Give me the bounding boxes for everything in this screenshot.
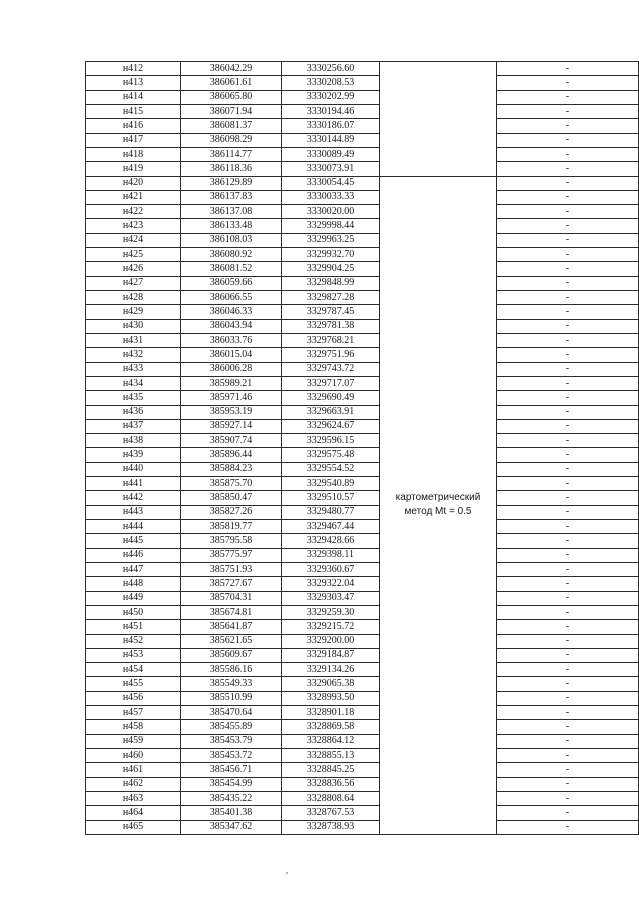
coordinates-table — [85, 61, 639, 835]
x-coordinate-cell: 385453.79 — [181, 734, 282, 748]
table-row — [86, 591, 639, 605]
table-row — [86, 291, 639, 305]
point-name-cell: н428 — [86, 291, 181, 305]
point-name-cell: н457 — [86, 706, 181, 720]
point-name-cell: н450 — [86, 605, 181, 619]
point-name-cell: н456 — [86, 691, 181, 705]
error-cell: - — [497, 634, 639, 648]
error-cell: - — [497, 376, 639, 390]
point-name-cell: н416 — [86, 119, 181, 133]
y-coordinate-cell: 3329215.72 — [282, 620, 380, 634]
x-coordinate-cell: 385971.46 — [181, 391, 282, 405]
table-row — [86, 333, 639, 347]
x-coordinate-cell: 385884.23 — [181, 462, 282, 476]
error-cell: - — [497, 749, 639, 763]
y-coordinate-cell: 3329575.48 — [282, 448, 380, 462]
error-cell: - — [497, 133, 639, 147]
point-name-cell: н431 — [86, 333, 181, 347]
x-coordinate-cell: 385453.72 — [181, 749, 282, 763]
point-name-cell: н420 — [86, 176, 181, 190]
y-coordinate-cell: 3330073.91 — [282, 162, 380, 176]
x-coordinate-cell: 386080.92 — [181, 248, 282, 262]
x-coordinate-cell: 386046.33 — [181, 305, 282, 319]
y-coordinate-cell: 3329540.89 — [282, 477, 380, 491]
x-coordinate-cell: 385470.64 — [181, 706, 282, 720]
error-cell: - — [497, 734, 639, 748]
y-coordinate-cell: 3329134.26 — [282, 663, 380, 677]
error-cell: - — [497, 763, 639, 777]
y-coordinate-cell: 3329554.52 — [282, 462, 380, 476]
table-row — [86, 133, 639, 147]
x-coordinate-cell: 385454.99 — [181, 777, 282, 791]
y-coordinate-cell: 3329360.67 — [282, 562, 380, 576]
y-coordinate-cell: 3329751.96 — [282, 348, 380, 362]
error-cell: - — [497, 505, 639, 519]
error-cell: - — [497, 620, 639, 634]
table-row — [86, 663, 639, 677]
error-cell: - — [497, 677, 639, 691]
error-cell: - — [497, 262, 639, 276]
error-cell: - — [497, 434, 639, 448]
x-coordinate-cell: 386006.28 — [181, 362, 282, 376]
point-name-cell: н441 — [86, 477, 181, 491]
table-row — [86, 362, 639, 376]
table-row — [86, 677, 639, 691]
error-cell: - — [497, 720, 639, 734]
table-row — [86, 634, 639, 648]
error-cell: - — [497, 319, 639, 333]
point-name-cell: н429 — [86, 305, 181, 319]
table-row — [86, 262, 639, 276]
table-row — [86, 706, 639, 720]
x-coordinate-cell: 385455.89 — [181, 720, 282, 734]
error-cell: - — [497, 548, 639, 562]
x-coordinate-cell: 386108.03 — [181, 233, 282, 247]
x-coordinate-cell: 386065.80 — [181, 90, 282, 104]
y-coordinate-cell: 3328901.18 — [282, 706, 380, 720]
error-cell: - — [497, 176, 639, 190]
x-coordinate-cell: 386059.66 — [181, 276, 282, 290]
table-row — [86, 791, 639, 805]
point-name-cell: н427 — [86, 276, 181, 290]
y-coordinate-cell: 3329781.38 — [282, 319, 380, 333]
x-coordinate-cell: 386118.36 — [181, 162, 282, 176]
y-coordinate-cell: 3329184.87 — [282, 648, 380, 662]
y-coordinate-cell: 3329428.66 — [282, 534, 380, 548]
table-row — [86, 548, 639, 562]
point-name-cell: н433 — [86, 362, 181, 376]
point-name-cell: н442 — [86, 491, 181, 505]
error-cell: - — [497, 534, 639, 548]
point-name-cell: н445 — [86, 534, 181, 548]
point-name-cell: н419 — [86, 162, 181, 176]
method-cell — [380, 176, 497, 834]
x-coordinate-cell: 385850.47 — [181, 491, 282, 505]
y-coordinate-cell: 3330202.99 — [282, 90, 380, 104]
point-name-cell: н430 — [86, 319, 181, 333]
y-coordinate-cell: 3329663.91 — [282, 405, 380, 419]
y-coordinate-cell: 3329827.28 — [282, 291, 380, 305]
table-row — [86, 233, 639, 247]
point-name-cell: н455 — [86, 677, 181, 691]
table-row — [86, 276, 639, 290]
point-name-cell: н447 — [86, 562, 181, 576]
table-row — [86, 305, 639, 319]
table-row — [86, 147, 639, 161]
y-coordinate-cell: 3328767.53 — [282, 806, 380, 820]
table-row — [86, 806, 639, 820]
y-coordinate-cell: 3330144.89 — [282, 133, 380, 147]
point-name-cell: н437 — [86, 419, 181, 433]
table-row — [86, 477, 639, 491]
x-coordinate-cell: 385751.93 — [181, 562, 282, 576]
y-coordinate-cell: 3329768.21 — [282, 333, 380, 347]
x-coordinate-cell: 386043.94 — [181, 319, 282, 333]
table-row — [86, 720, 639, 734]
point-name-cell: н454 — [86, 663, 181, 677]
error-cell: - — [497, 248, 639, 262]
error-cell: - — [497, 333, 639, 347]
point-name-cell: н460 — [86, 749, 181, 763]
method-label-line: метод Mt = 0.5 — [404, 506, 472, 518]
error-cell: - — [497, 233, 639, 247]
point-name-cell: н438 — [86, 434, 181, 448]
x-coordinate-cell: 385674.81 — [181, 605, 282, 619]
coordinates-table-body — [86, 62, 639, 835]
x-coordinate-cell: 386033.76 — [181, 333, 282, 347]
error-cell: - — [497, 76, 639, 90]
point-name-cell: н414 — [86, 90, 181, 104]
method-label-line: картометрический — [395, 492, 481, 504]
error-cell: - — [497, 562, 639, 576]
x-coordinate-cell: 385907.74 — [181, 434, 282, 448]
table-row — [86, 434, 639, 448]
y-coordinate-cell: 3328738.93 — [282, 820, 380, 834]
point-name-cell: н444 — [86, 520, 181, 534]
error-cell: - — [497, 90, 639, 104]
x-coordinate-cell: 385989.21 — [181, 376, 282, 390]
table-row — [86, 534, 639, 548]
point-name-cell: н421 — [86, 190, 181, 204]
error-cell: - — [497, 648, 639, 662]
table-row — [86, 176, 639, 190]
x-coordinate-cell: 385727.67 — [181, 577, 282, 591]
y-coordinate-cell: 3330256.60 — [282, 62, 380, 76]
point-name-cell: н449 — [86, 591, 181, 605]
point-name-cell: н435 — [86, 391, 181, 405]
table-row — [86, 405, 639, 419]
y-coordinate-cell: 3329398.11 — [282, 548, 380, 562]
error-cell: - — [497, 362, 639, 376]
y-coordinate-cell: 3329322.04 — [282, 577, 380, 591]
x-coordinate-cell: 385401.38 — [181, 806, 282, 820]
table-row — [86, 520, 639, 534]
error-cell: - — [497, 462, 639, 476]
point-name-cell: н451 — [86, 620, 181, 634]
table-row — [86, 104, 639, 118]
x-coordinate-cell: 385927.14 — [181, 419, 282, 433]
x-coordinate-cell: 385435.22 — [181, 791, 282, 805]
x-coordinate-cell: 386129.89 — [181, 176, 282, 190]
x-coordinate-cell: 385827.26 — [181, 505, 282, 519]
table-row — [86, 749, 639, 763]
y-coordinate-cell: 3328836.56 — [282, 777, 380, 791]
error-cell: - — [497, 104, 639, 118]
table-row — [86, 620, 639, 634]
y-coordinate-cell: 3329717.07 — [282, 376, 380, 390]
y-coordinate-cell: 3328808.64 — [282, 791, 380, 805]
y-coordinate-cell: 3329200.00 — [282, 634, 380, 648]
table-row — [86, 76, 639, 90]
point-name-cell: н434 — [86, 376, 181, 390]
error-cell: - — [497, 791, 639, 805]
error-cell: - — [497, 706, 639, 720]
error-cell: - — [497, 147, 639, 161]
x-coordinate-cell: 386081.52 — [181, 262, 282, 276]
point-name-cell: н436 — [86, 405, 181, 419]
y-coordinate-cell: 3329848.99 — [282, 276, 380, 290]
x-coordinate-cell: 386015.04 — [181, 348, 282, 362]
x-coordinate-cell: 385609.67 — [181, 648, 282, 662]
x-coordinate-cell: 385347.62 — [181, 820, 282, 834]
y-coordinate-cell: 3329259.30 — [282, 605, 380, 619]
table-row — [86, 491, 639, 505]
x-coordinate-cell: 385641.87 — [181, 620, 282, 634]
point-name-cell: н458 — [86, 720, 181, 734]
error-cell: - — [497, 591, 639, 605]
y-coordinate-cell: 3329624.67 — [282, 419, 380, 433]
error-cell: - — [497, 448, 639, 462]
table-row — [86, 348, 639, 362]
point-name-cell: н415 — [86, 104, 181, 118]
point-name-cell: н413 — [86, 76, 181, 90]
point-name-cell: н417 — [86, 133, 181, 147]
table-row — [86, 505, 639, 519]
x-coordinate-cell: 386081.37 — [181, 119, 282, 133]
point-name-cell: н452 — [86, 634, 181, 648]
point-name-cell: н412 — [86, 62, 181, 76]
x-coordinate-cell: 385586.16 — [181, 663, 282, 677]
error-cell: - — [497, 691, 639, 705]
y-coordinate-cell: 3329932.70 — [282, 248, 380, 262]
point-name-cell: н426 — [86, 262, 181, 276]
error-cell: - — [497, 806, 639, 820]
table-row — [86, 62, 639, 76]
method-cell-empty — [380, 62, 497, 177]
error-cell: - — [497, 62, 639, 76]
table-row — [86, 319, 639, 333]
error-cell: - — [497, 491, 639, 505]
y-coordinate-cell: 3330186.07 — [282, 119, 380, 133]
table-row — [86, 648, 639, 662]
x-coordinate-cell: 385510.99 — [181, 691, 282, 705]
error-cell: - — [497, 605, 639, 619]
point-name-cell: н418 — [86, 147, 181, 161]
x-coordinate-cell: 385819.77 — [181, 520, 282, 534]
error-cell: - — [497, 405, 639, 419]
y-coordinate-cell: 3329963.25 — [282, 233, 380, 247]
table-row — [86, 90, 639, 104]
x-coordinate-cell: 386114.77 — [181, 147, 282, 161]
table-row — [86, 162, 639, 176]
point-name-cell: н440 — [86, 462, 181, 476]
x-coordinate-cell: 386098.29 — [181, 133, 282, 147]
y-coordinate-cell: 3329998.44 — [282, 219, 380, 233]
table-row — [86, 391, 639, 405]
y-coordinate-cell: 3329303.47 — [282, 591, 380, 605]
point-name-cell: н424 — [86, 233, 181, 247]
point-name-cell: н422 — [86, 205, 181, 219]
table-row — [86, 777, 639, 791]
table-row — [86, 577, 639, 591]
x-coordinate-cell: 385875.70 — [181, 477, 282, 491]
y-coordinate-cell: 3328864.12 — [282, 734, 380, 748]
error-cell: - — [497, 577, 639, 591]
point-name-cell: н446 — [86, 548, 181, 562]
point-name-cell: н459 — [86, 734, 181, 748]
error-cell: - — [497, 391, 639, 405]
x-coordinate-cell: 386042.29 — [181, 62, 282, 76]
y-coordinate-cell: 3328845.25 — [282, 763, 380, 777]
table-row — [86, 205, 639, 219]
y-coordinate-cell: 3330054.45 — [282, 176, 380, 190]
error-cell: - — [497, 119, 639, 133]
x-coordinate-cell: 385549.33 — [181, 677, 282, 691]
y-coordinate-cell: 3330020.00 — [282, 205, 380, 219]
point-name-cell: н465 — [86, 820, 181, 834]
error-cell: - — [497, 419, 639, 433]
table-row — [86, 605, 639, 619]
error-cell: - — [497, 162, 639, 176]
point-name-cell: н462 — [86, 777, 181, 791]
x-coordinate-cell: 386133.48 — [181, 219, 282, 233]
x-coordinate-cell: 386071.94 — [181, 104, 282, 118]
y-coordinate-cell: 3329065.38 — [282, 677, 380, 691]
error-cell: - — [497, 276, 639, 290]
error-cell: - — [497, 820, 639, 834]
error-cell: - — [497, 219, 639, 233]
y-coordinate-cell: 3329480.77 — [282, 505, 380, 519]
point-name-cell: н461 — [86, 763, 181, 777]
y-coordinate-cell: 3328855.13 — [282, 749, 380, 763]
table-row — [86, 462, 639, 476]
point-name-cell: н423 — [86, 219, 181, 233]
error-cell: - — [497, 348, 639, 362]
table-row — [86, 691, 639, 705]
x-coordinate-cell: 385953.19 — [181, 405, 282, 419]
x-coordinate-cell: 385621.65 — [181, 634, 282, 648]
x-coordinate-cell: 386137.08 — [181, 205, 282, 219]
y-coordinate-cell: 3328869.58 — [282, 720, 380, 734]
table-row — [86, 219, 639, 233]
point-name-cell: н432 — [86, 348, 181, 362]
x-coordinate-cell: 386066.55 — [181, 291, 282, 305]
y-coordinate-cell: 3329904.25 — [282, 262, 380, 276]
x-coordinate-cell: 385775.97 — [181, 548, 282, 562]
y-coordinate-cell: 3329596.15 — [282, 434, 380, 448]
point-name-cell: н448 — [86, 577, 181, 591]
table-row — [86, 763, 639, 777]
x-coordinate-cell: 385456.71 — [181, 763, 282, 777]
x-coordinate-cell: 386061.61 — [181, 76, 282, 90]
table-row — [86, 248, 639, 262]
error-cell: - — [497, 190, 639, 204]
table-row — [86, 119, 639, 133]
y-coordinate-cell: 3329787.45 — [282, 305, 380, 319]
y-coordinate-cell: 3329743.72 — [282, 362, 380, 376]
x-coordinate-cell: 385795.58 — [181, 534, 282, 548]
table-row — [86, 562, 639, 576]
table-row — [86, 376, 639, 390]
y-coordinate-cell: 3330033.33 — [282, 190, 380, 204]
x-coordinate-cell: 386137.83 — [181, 190, 282, 204]
error-cell: - — [497, 663, 639, 677]
error-cell: - — [497, 305, 639, 319]
y-coordinate-cell: 3329467.44 — [282, 520, 380, 534]
table-row — [86, 820, 639, 834]
x-coordinate-cell: 385896.44 — [181, 448, 282, 462]
y-coordinate-cell: 3330208.53 — [282, 76, 380, 90]
y-coordinate-cell: 3330089.49 — [282, 147, 380, 161]
point-name-cell: н443 — [86, 505, 181, 519]
error-cell: - — [497, 291, 639, 305]
error-cell: - — [497, 777, 639, 791]
y-coordinate-cell: 3329690.49 — [282, 391, 380, 405]
point-name-cell: н425 — [86, 248, 181, 262]
scan-speck — [286, 872, 288, 874]
point-name-cell: н453 — [86, 648, 181, 662]
y-coordinate-cell: 3328993.50 — [282, 691, 380, 705]
point-name-cell: н464 — [86, 806, 181, 820]
y-coordinate-cell: 3329510.57 — [282, 491, 380, 505]
table-row — [86, 734, 639, 748]
error-cell: - — [497, 520, 639, 534]
point-name-cell: н463 — [86, 791, 181, 805]
error-cell: - — [497, 205, 639, 219]
table-row — [86, 419, 639, 433]
table-row — [86, 190, 639, 204]
table-row — [86, 448, 639, 462]
error-cell: - — [497, 477, 639, 491]
point-name-cell: н439 — [86, 448, 181, 462]
x-coordinate-cell: 385704.31 — [181, 591, 282, 605]
y-coordinate-cell: 3330194.46 — [282, 104, 380, 118]
